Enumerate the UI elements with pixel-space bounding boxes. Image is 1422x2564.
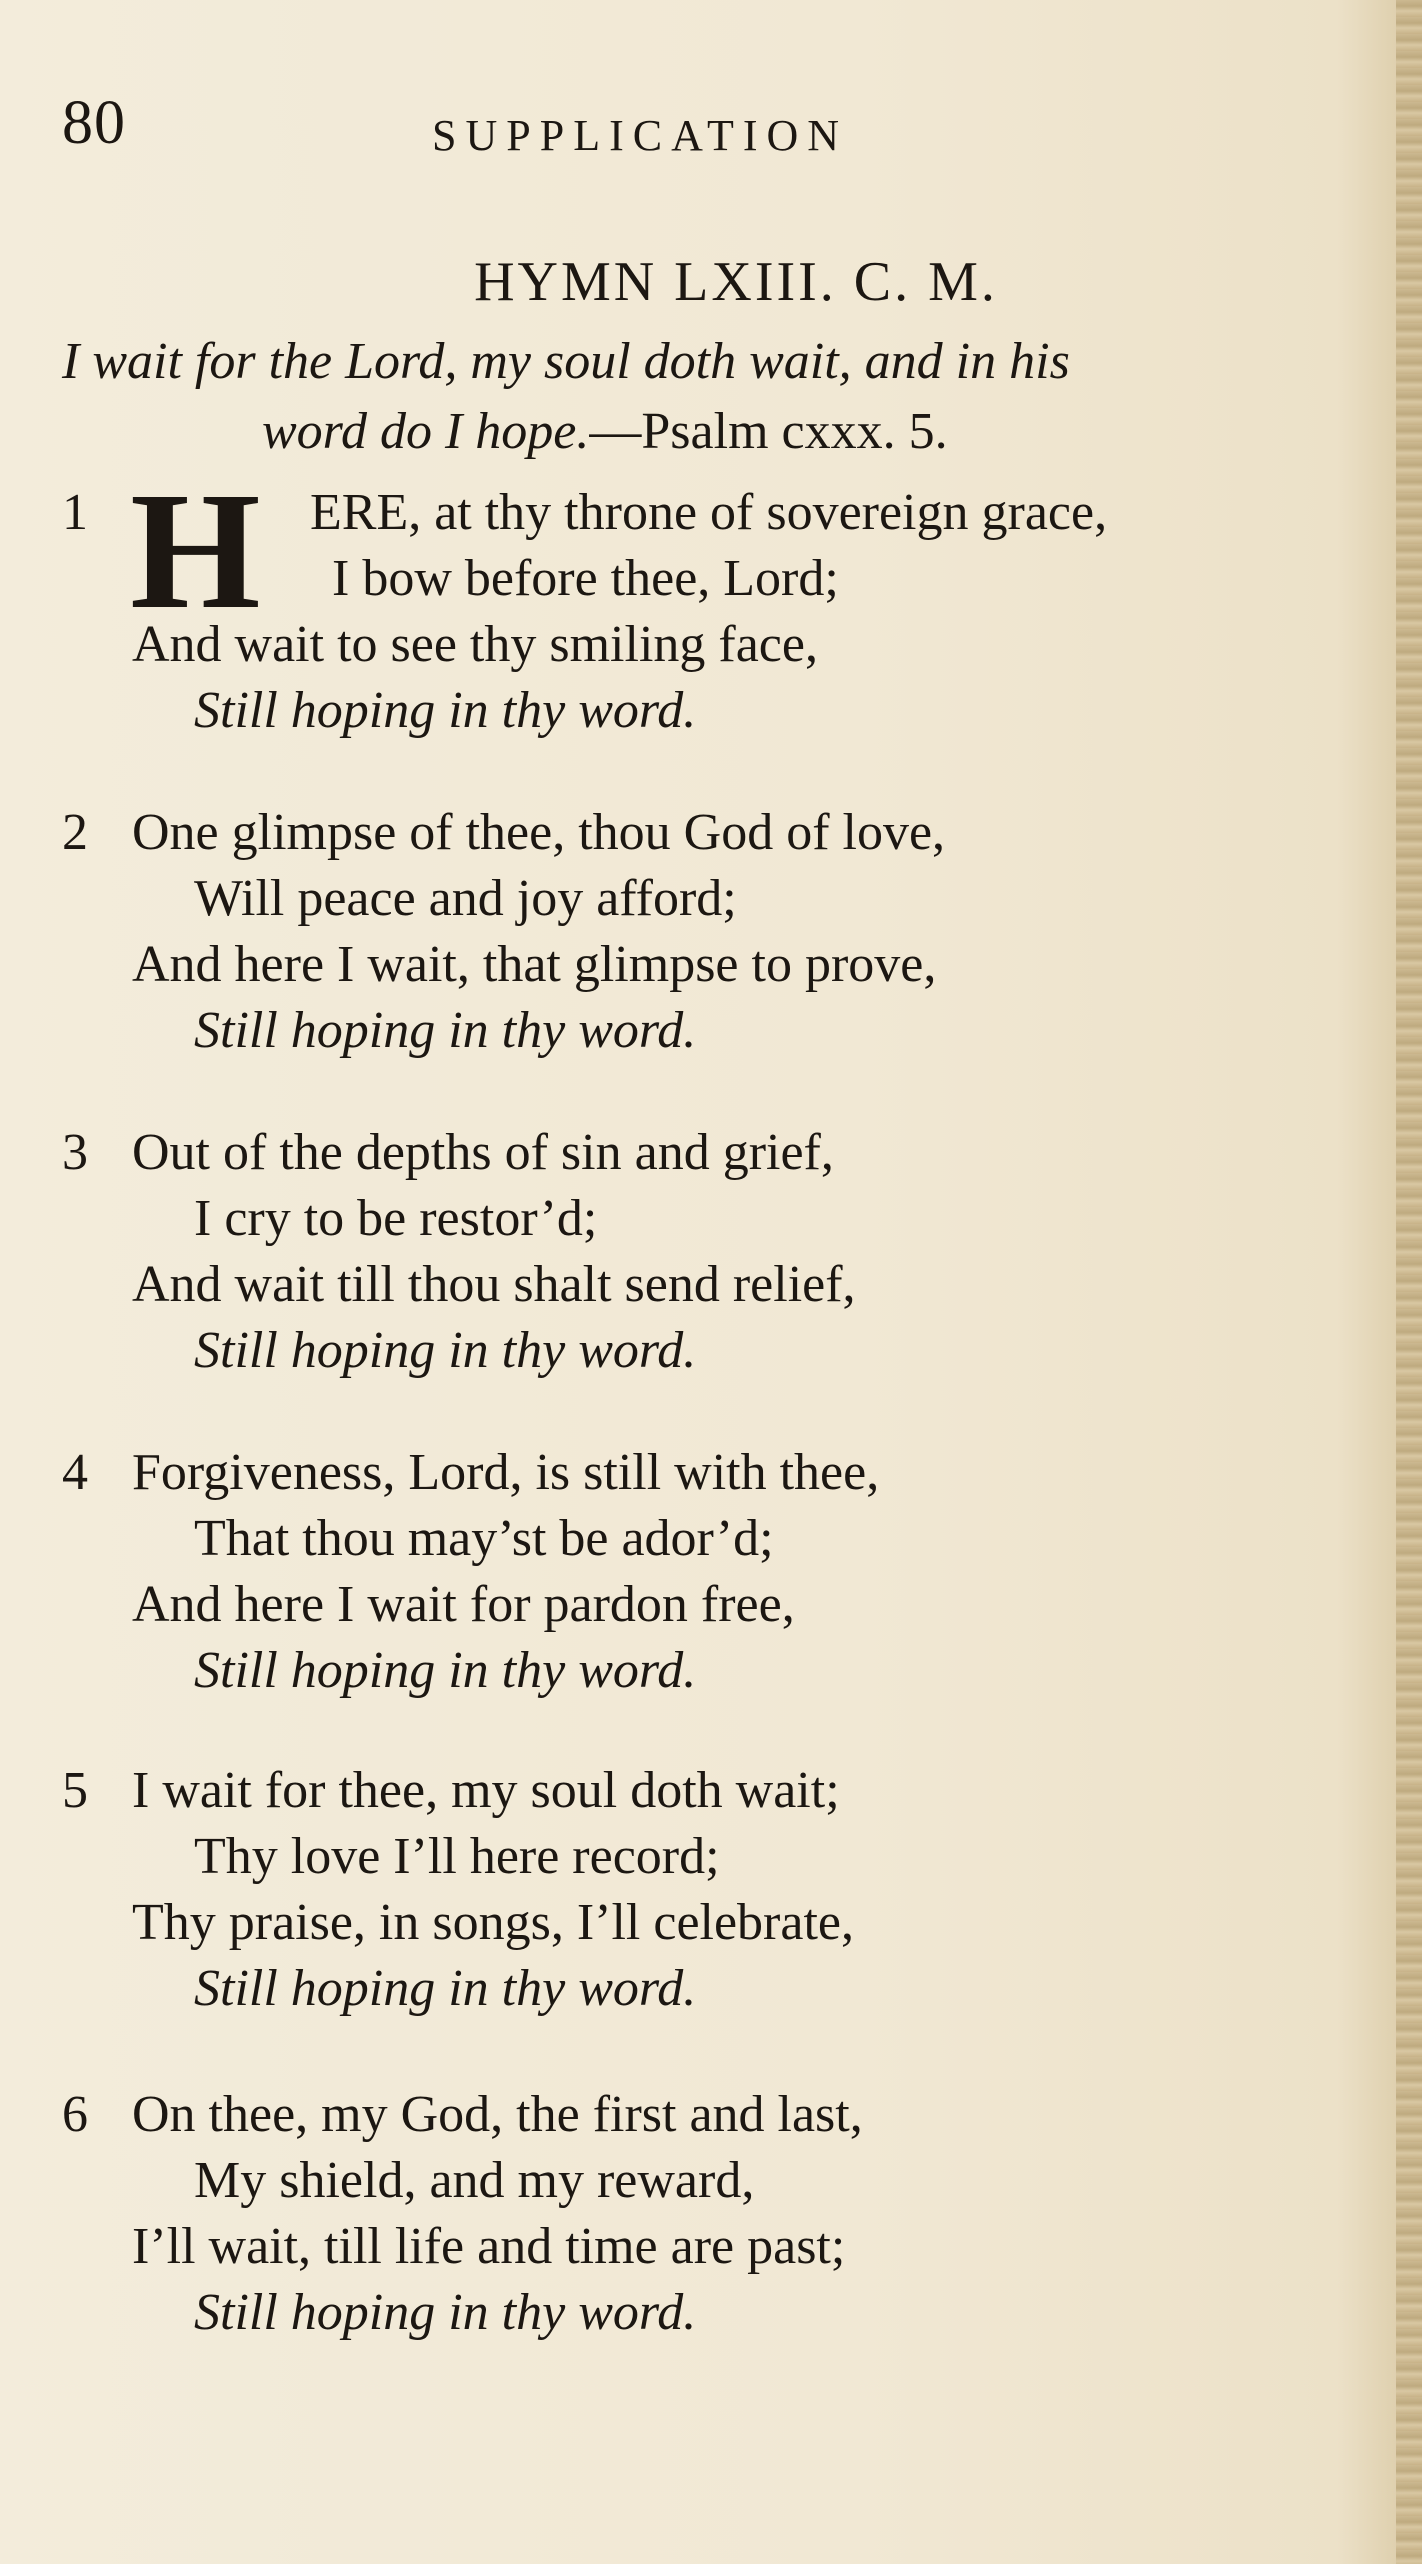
stanza-number: 5 bbox=[62, 1762, 88, 1819]
running-title: SUPPLICATION bbox=[432, 111, 849, 160]
epigraph bbox=[62, 327, 1070, 467]
page-number: 80 bbox=[62, 89, 126, 157]
stanza-5 bbox=[62, 1758, 1312, 2022]
stanza-number: 2 bbox=[62, 804, 88, 861]
verse-refrain: Still hoping in thy word. bbox=[194, 1322, 697, 1379]
verse-line: And wait till thou shalt send relief, bbox=[132, 1256, 856, 1313]
drop-cap: H bbox=[130, 458, 261, 644]
epigraph-reference: —Psalm cxxx. 5. bbox=[589, 403, 948, 460]
verse-line: Forgiveness, Lord, is still with thee, bbox=[132, 1444, 880, 1501]
stanza-3 bbox=[62, 1120, 1312, 1384]
verse-line: That thou may’st be ador’d; bbox=[194, 1510, 774, 1567]
verse-line: I’ll wait, till life and time are past; bbox=[132, 2218, 846, 2275]
epigraph-line-1: I wait for the Lord, my soul doth wait, and in his bbox=[62, 333, 1070, 390]
stanza-1 bbox=[62, 458, 1312, 744]
verse-line: One glimpse of thee, thou God of love, bbox=[132, 804, 946, 861]
verse-line: I cry to be restor’d; bbox=[194, 1190, 598, 1247]
verse-refrain: Still hoping in thy word. bbox=[194, 1002, 697, 1059]
stanza-number: 1 bbox=[62, 484, 88, 541]
stanza-6 bbox=[62, 2082, 1312, 2346]
verse-refrain: Still hoping in thy word. bbox=[194, 682, 697, 739]
page-edge bbox=[1396, 0, 1422, 2564]
verse-refrain: Still hoping in thy word. bbox=[194, 1642, 697, 1699]
verse-line: And here I wait for pardon free, bbox=[132, 1576, 795, 1633]
verse-line: Will peace and joy afford; bbox=[194, 870, 737, 927]
stanza-2 bbox=[62, 800, 1312, 1064]
verse-line: And here I wait, that glimpse to prove, bbox=[132, 936, 937, 993]
stanza-number: 6 bbox=[62, 2086, 88, 2143]
epigraph-line-2 bbox=[62, 397, 1070, 467]
verse-line: Out of the depths of sin and grief, bbox=[132, 1124, 834, 1181]
verse-line: My shield, and my reward, bbox=[194, 2152, 755, 2209]
verse-line: I wait for thee, my soul doth wait; bbox=[132, 1762, 840, 1819]
verse-line: Thy praise, in songs, I’ll celebrate, bbox=[132, 1894, 854, 1951]
epigraph-quote-end: word do I hope. bbox=[262, 403, 590, 460]
verse-line: ERE, at thy throne of sovereign grace, bbox=[310, 484, 1108, 541]
verse-refrain: Still hoping in thy word. bbox=[194, 1960, 697, 2017]
stanza-4 bbox=[62, 1440, 1312, 1704]
verse-line: And wait to see thy smiling face, bbox=[132, 616, 818, 673]
verse-line: Thy love I’ll here record; bbox=[194, 1828, 720, 1885]
verse-line: On thee, my God, the first and last, bbox=[132, 2086, 863, 2143]
stanza-number: 4 bbox=[62, 1444, 88, 1501]
hymn-title: HYMN LXIII. C. M. bbox=[474, 251, 998, 313]
verse-line: I bow before thee, Lord; bbox=[332, 550, 839, 607]
stanza-number: 3 bbox=[62, 1124, 88, 1181]
verse-refrain: Still hoping in thy word. bbox=[194, 2284, 697, 2341]
